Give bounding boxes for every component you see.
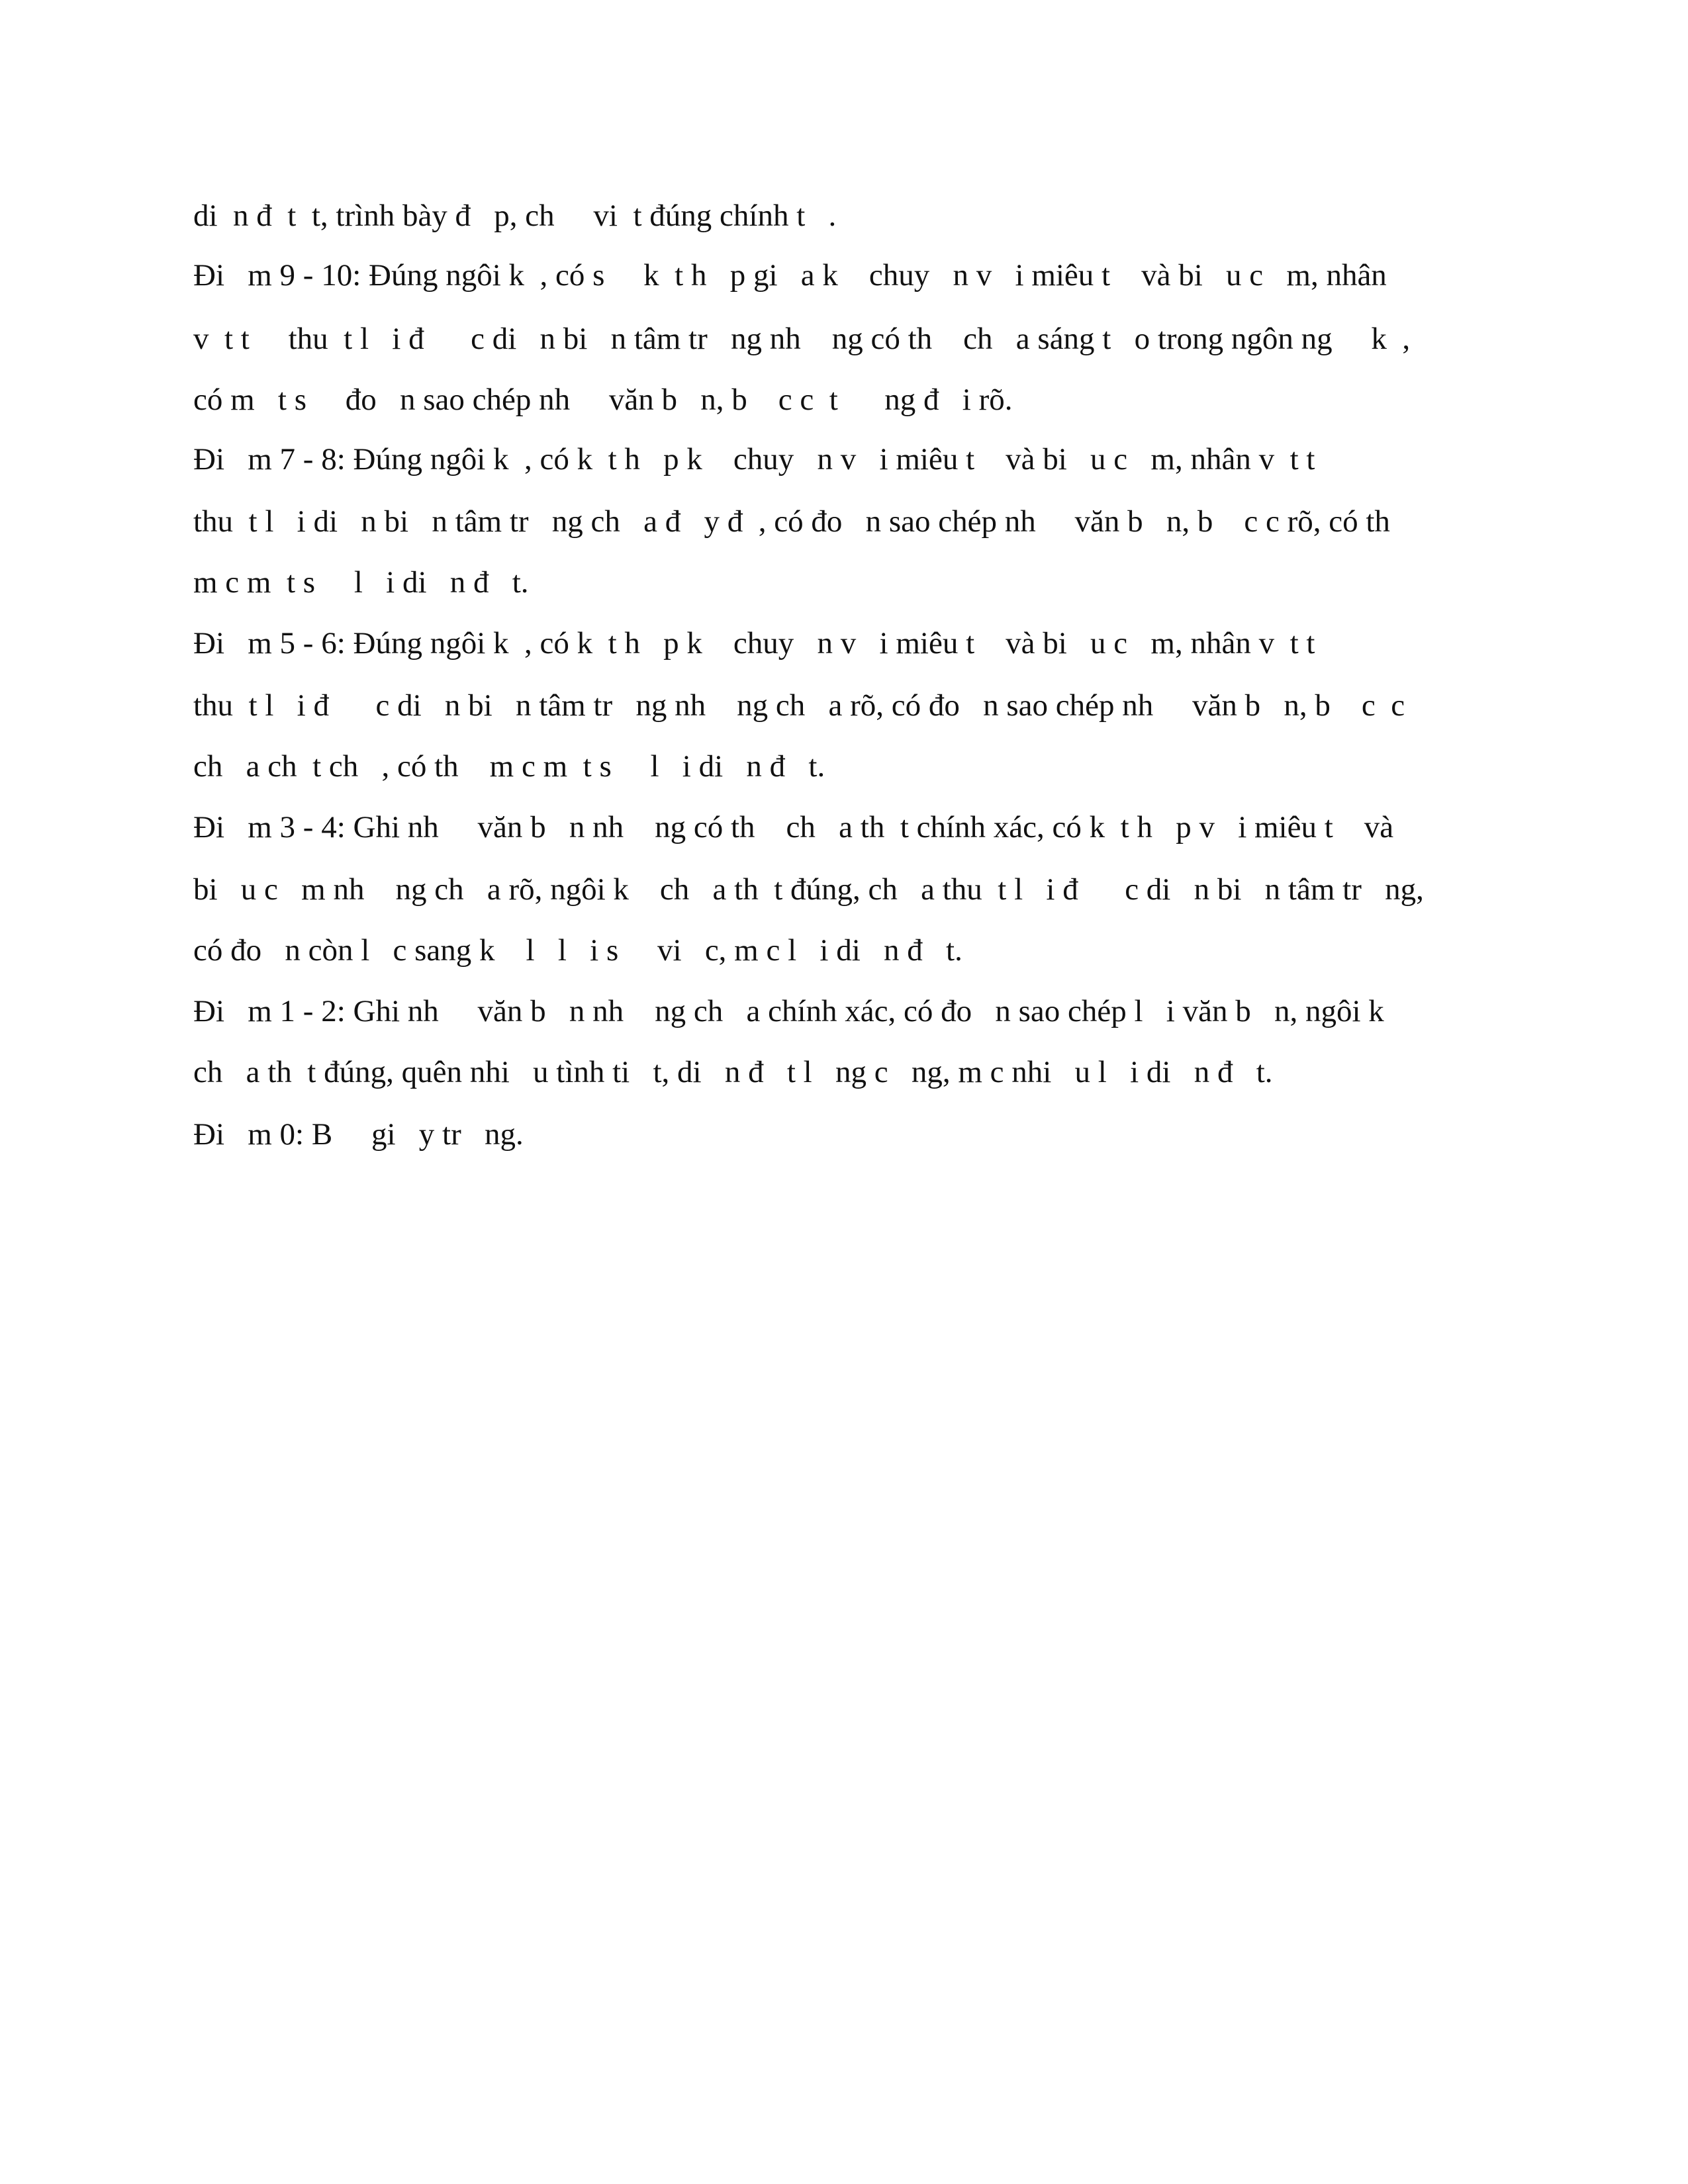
text-line-14: Đi m 1 - 2: Ghi nh văn b n nh ng ch a chính xác, có đo n sao chép l i văn b n, ngôi k	[193, 994, 1384, 1028]
text-line-13: có đo n còn l c sang k l l i s vi c, m c l i di n đ t.	[193, 933, 962, 968]
text-line-3: v t t thu t l i đ c di n bi n tâm tr ng nh ng có th ch a sáng t o trong ngôn ng k ,	[193, 322, 1411, 356]
text-line-4: có m t s đo n sao chép nh văn b n, b c c t ng đ i rõ.	[193, 383, 1013, 417]
text-line-12: bi u c m nh ng ch a rõ, ngôi k ch a th t đúng, ch a thu t l i đ c di n bi n tâm tr ng,	[193, 872, 1424, 907]
text-line-6: thu t l i di n bi n tâm tr ng ch a đ y đ , có đo n sao chép nh văn b n, b c c rõ, có th	[193, 504, 1390, 539]
text-line-8: Đi m 5 - 6: Đúng ngôi k , có k t h p k chuy n v i miêu t và bi u c m, nhân v t t	[193, 626, 1315, 660]
text-line-11: Đi m 3 - 4: Ghi nh văn b n nh ng có th ch a th t chính xác, có k t h p v i miêu t và	[193, 810, 1394, 844]
text-line-7: m c m t s l i di n đ t.	[193, 565, 529, 600]
text-line-9: thu t l i đ c di n bi n tâm tr ng nh ng ch a rõ, có đo n sao chép nh văn b n, b c c	[193, 688, 1405, 723]
text-line-16: Đi m 0: B gi y tr ng.	[193, 1117, 524, 1152]
text-line-5: Đi m 7 - 8: Đúng ngôi k , có k t h p k chuy n v i miêu t và bi u c m, nhân v t t	[193, 442, 1315, 477]
text-line-10: ch a ch t ch , có th m c m t s l i di n đ t.	[193, 749, 825, 784]
text-line-1: di n đ t t, trình bày đ p, ch vi t đúng chính t .	[193, 199, 837, 233]
text-line-2: Đi m 9 - 10: Đúng ngôi k , có s k t h p gi a k chuy n v i miêu t và bi u c m, nhân	[193, 258, 1387, 293]
text-line-15: ch a th t đúng, quên nhi u tình ti t, di n đ t l ng c ng, m c nhi u l i di n đ t.	[193, 1055, 1273, 1089]
